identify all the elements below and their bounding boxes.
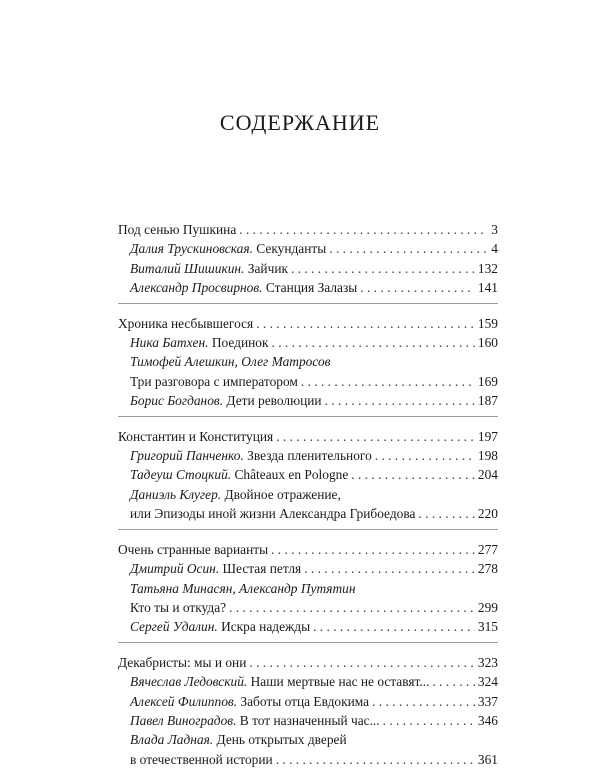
entry-authors: Татьяна Минасян, Александр Путятин (130, 580, 356, 596)
entry-author: Ника Батхен. (130, 335, 209, 351)
toc-entry[interactable] (118, 711, 498, 730)
page-number: 346 (477, 712, 498, 728)
leader-dots (291, 259, 475, 278)
entry-author: Александр Просвирнов. (130, 280, 263, 296)
entry-author: Алексей Филиппов. (130, 693, 238, 709)
leader-dots (301, 372, 475, 391)
entry-author: Тадеуш Стоцкий. (130, 467, 232, 483)
toc-section-heading[interactable] (118, 220, 498, 239)
entry-author: Далия Трускиновская. (130, 241, 253, 257)
leader-dots (418, 504, 474, 523)
entry-title: Заботы отца Евдокима (240, 693, 370, 709)
entry-title: Секунданты (256, 241, 327, 257)
page-number: 187 (477, 393, 498, 409)
entry-title: В тот назначенный час... (239, 712, 380, 728)
page-number: 198 (477, 448, 498, 464)
toc-section-heading[interactable] (118, 314, 498, 333)
page-number: 299 (477, 599, 498, 615)
leader-dots (313, 617, 475, 636)
leader-dots (372, 692, 475, 711)
section-title: Константин и Конституция (118, 428, 274, 444)
page-number: 169 (477, 373, 498, 389)
leader-dots (329, 239, 488, 258)
section-title: Под сенью Пушкина (118, 222, 237, 237)
entry-title: Зайчик (247, 260, 288, 276)
entry-author: Сергей Удалин. (130, 619, 218, 635)
toc-section (118, 312, 498, 417)
entry-author: Влада Ладная. (130, 732, 214, 748)
page-number: 315 (477, 619, 498, 635)
toc-entry[interactable] (118, 239, 498, 258)
entry-title: Кто ты и откуда? (130, 599, 227, 615)
toc-entry[interactable] (118, 750, 498, 769)
toc-entry[interactable] (118, 465, 498, 484)
page-number: 277 (477, 541, 498, 557)
entry-title: Поединок (211, 335, 269, 351)
toc-section (118, 651, 498, 774)
leader-dots (239, 220, 488, 239)
toc-entry[interactable] (118, 391, 498, 410)
page-title: СОДЕРЖАНИЕ (219, 110, 381, 135)
entry-title: Звезда пленительного (247, 448, 372, 464)
page-number: 204 (477, 467, 498, 483)
entry-author: Павел Виноградов. (130, 712, 237, 728)
leader-dots (229, 598, 475, 617)
entry-author: Вячеслав Ледовский. (130, 674, 248, 690)
entry-author: Григорий Панченко. (130, 448, 244, 464)
page-number: 141 (477, 280, 498, 296)
toc-entry[interactable] (118, 372, 498, 391)
toc-entry[interactable] (118, 278, 498, 297)
page-number: 160 (477, 335, 498, 351)
entry-author: Борис Богданов. (130, 393, 224, 409)
toc-entry[interactable] (118, 559, 498, 578)
leader-dots (272, 333, 475, 352)
toc-entry[interactable] (118, 504, 498, 523)
entry-title: Три разговора с императором (130, 373, 298, 389)
section-title: Очень странные варианты (118, 541, 269, 557)
leader-dots (351, 465, 475, 484)
toc-section (118, 538, 498, 643)
entry-title: Дети революции (226, 393, 322, 409)
toc-section-heading[interactable] (118, 540, 498, 559)
page-number: 337 (477, 693, 498, 709)
entry-title: Châteaux en Pologne (234, 467, 349, 483)
toc-entry[interactable] (118, 692, 498, 711)
leader-dots (432, 672, 474, 691)
toc-section (118, 218, 498, 304)
toc-entry[interactable] (118, 617, 498, 636)
entry-author-line (118, 730, 498, 749)
toc-section-heading[interactable] (118, 427, 498, 446)
toc-entry[interactable] (118, 446, 498, 465)
entry-title: в отечественной истории (130, 751, 273, 767)
page-number: 4 (491, 241, 498, 257)
entry-title: Искра надежды (221, 619, 311, 635)
entry-author: Виталий Шишикин. (130, 260, 245, 276)
page-number: 323 (477, 654, 498, 670)
page-number: 197 (477, 428, 498, 444)
toc-entry[interactable] (118, 259, 498, 278)
page-number: 324 (477, 674, 498, 690)
page-number: 278 (477, 561, 498, 577)
leader-dots (375, 446, 475, 465)
entry-title: Станция Залазы (265, 280, 358, 296)
toc-section (118, 425, 498, 530)
entry-title: или Эпизоды иной жизни Александра Грибоедова (130, 506, 416, 522)
toc-entry[interactable] (118, 598, 498, 617)
entry-title: Наши мертвые нас не оставят... (250, 674, 430, 690)
leader-dots (271, 540, 475, 559)
leader-dots (325, 391, 475, 410)
section-title: Декабристы: мы и они (118, 654, 247, 670)
leader-dots (360, 278, 475, 297)
page-number: 3 (491, 222, 498, 237)
entry-author: Даниэль Клугер. (130, 486, 222, 502)
page-number: 159 (477, 315, 498, 331)
leader-dots (256, 314, 475, 333)
entry-authors: Тимофей Алешкин, Олег Матросов (130, 354, 331, 370)
table-of-contents (118, 218, 498, 782)
entry-author-line (118, 485, 498, 504)
toc-entry[interactable] (118, 333, 498, 352)
toc-section-heading[interactable] (118, 653, 498, 672)
page-number: 220 (477, 506, 498, 522)
section-title: Хроника несбывшегося (118, 315, 254, 331)
toc-entry[interactable] (118, 672, 498, 691)
leader-dots (276, 750, 475, 769)
leader-dots (276, 427, 475, 446)
entry-author: Дмитрий Осин. (130, 561, 220, 577)
entry-title-first: Двойное отражение, (224, 486, 341, 502)
entry-title: Шестая петля (222, 561, 302, 577)
page-number: 361 (477, 751, 498, 767)
page-number: 132 (477, 260, 498, 276)
leader-dots (304, 559, 475, 578)
leader-dots (383, 711, 475, 730)
entry-title-first: День открытых дверей (216, 732, 347, 748)
leader-dots (249, 653, 475, 672)
